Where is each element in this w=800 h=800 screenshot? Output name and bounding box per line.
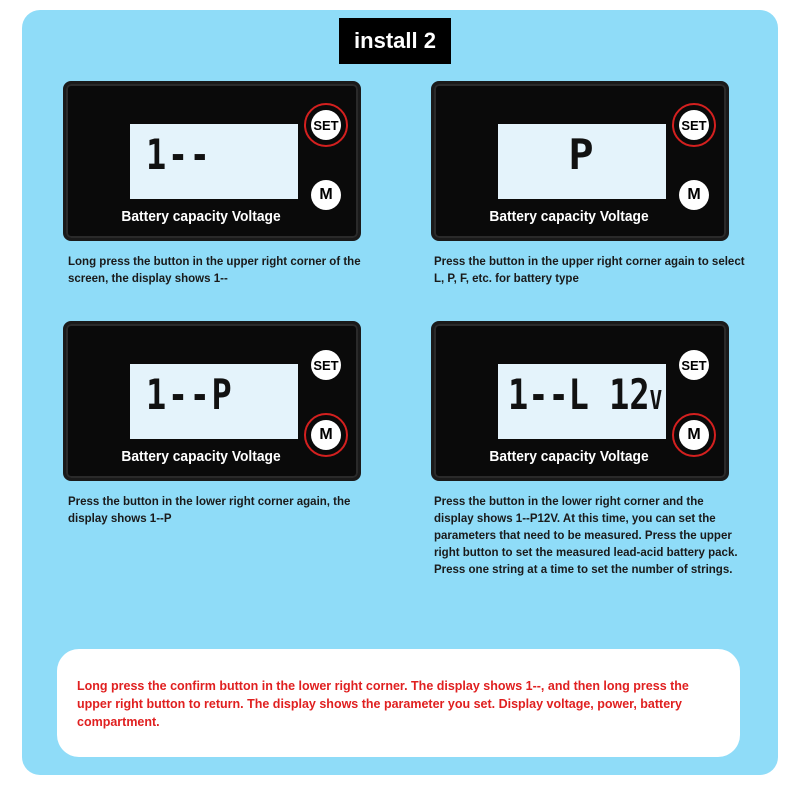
lcd-readout: P xyxy=(568,130,596,179)
set-button: SET xyxy=(311,350,341,380)
lcd-screen xyxy=(130,124,298,199)
device-label: Battery capacity Voltage xyxy=(121,208,281,225)
highlight-ring xyxy=(304,103,348,147)
device-illustration-4 xyxy=(431,321,729,481)
m-button: M xyxy=(679,180,709,210)
lcd-unit: V xyxy=(649,386,663,416)
step-caption-1: Long press the button in the upper right corner of the screen, the display shows 1-- xyxy=(68,256,361,285)
lcd-readout xyxy=(508,370,662,419)
note-box xyxy=(57,649,740,757)
step-caption-3: Press the button in the lower right corner again, the display shows 1--P xyxy=(68,496,351,525)
step-caption-2: Press the button in the upper right corner again to select L, P, F, etc. for battery type xyxy=(434,256,745,285)
lcd-value: 1--L 12 xyxy=(508,370,650,419)
set-button: SET xyxy=(311,110,341,140)
set-button: SET xyxy=(679,350,709,380)
lcd-screen xyxy=(498,124,666,199)
page-title: install 2 xyxy=(339,18,451,64)
device-illustration-2 xyxy=(431,81,729,241)
device-label: Battery capacity Voltage xyxy=(489,208,649,225)
lcd-readout: 1-- xyxy=(146,130,212,179)
device-label: Battery capacity Voltage xyxy=(489,448,649,465)
step-caption-4: Press the button in the lower right corner and the display shows 1--P12V. At this time, you can set the parameters that need to be measured. Press the upper right button to set the measured lead-acid battery pack. Press one string at a time to set the number of strings. xyxy=(434,496,738,576)
set-button: SET xyxy=(679,110,709,140)
device-label: Battery capacity Voltage xyxy=(121,448,281,465)
device-illustration-3 xyxy=(63,321,361,481)
lcd-screen xyxy=(130,364,298,439)
lcd-screen xyxy=(498,364,666,439)
note-text: Long press the confirm button in the lower right corner. The display shows 1--, and then long press the upper right button to return. The display shows the parameter you set. Display voltage, power, battery compartment. xyxy=(77,679,689,729)
m-button: M xyxy=(311,180,341,210)
lcd-readout: 1--P xyxy=(146,370,234,419)
m-button: M xyxy=(311,420,341,450)
m-button: M xyxy=(679,420,709,450)
highlight-ring xyxy=(672,103,716,147)
device-illustration-1 xyxy=(63,81,361,241)
